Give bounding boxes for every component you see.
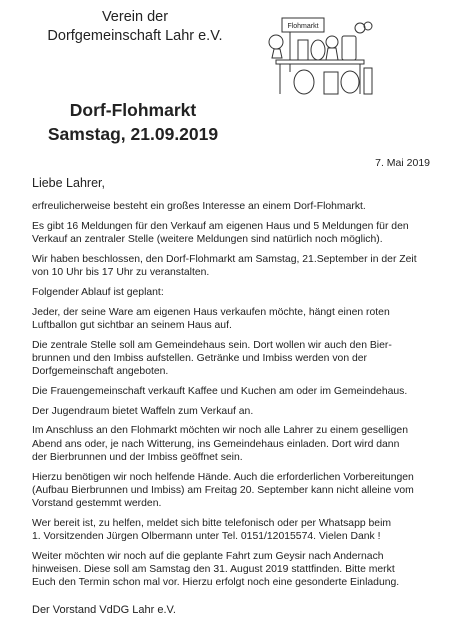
event-title-line2: Samstag, 21.09.2019 — [47, 124, 219, 144]
salutation: Liebe Lahrer, — [32, 176, 105, 190]
organization-header — [30, 8, 240, 46]
org-name-line2: Dorfgemeinschaft Lahr e.V. — [47, 28, 223, 44]
paragraph: Folgender Ablauf ist geplant: — [32, 286, 164, 298]
letter-closing: Der Vorstand VdDG Lahr e.V. — [32, 604, 176, 616]
paragraph: erfreulicherweise besteht ein großes Interesse an einem Dorf-Flohmarkt. — [32, 201, 366, 212]
paragraph: Wir haben beschlossen, den Dorf-Flohmarkt am Samstag, 21.September in der Zeit von 10 Uhr bis 17 Uhr zu veranstalten. — [32, 253, 417, 278]
letter-body — [32, 200, 442, 596]
event-title — [18, 98, 248, 146]
flea-market-illustration — [268, 12, 378, 98]
paragraph: Die Frauengemeinschaft verkauft Kaffee und Kuchen am oder im Gemeindehaus. — [32, 385, 408, 397]
paragraph: Die zentrale Stelle soll am Gemeindehaus sein. Dort wollen wir auch den Bier- brunnen und den Imbiss aufstellen. Getränke und Imbiss werden von der Dorfgemeinschaft angeboten. — [32, 339, 392, 377]
paragraph: Weiter möchten wir noch auf die geplante Fahrt zum Geysir nach Andernach hinweisen. Diese soll am Samstag den 31. August 2019 stattfinden. Bitte merkt Euch den Termin schon mal vor. Hierzu erfolgt noch eine gesonderte Einladung. — [32, 550, 400, 589]
org-name-line1: Verein der — [101, 9, 169, 25]
event-title-line1: Dorf-Flohmarkt — [69, 100, 197, 120]
paragraph: Hierzu benötigen wir noch helfende Hände. Auch die erforderlichen Vorbereitungen (Aufbau Bierbrunnen und Imbiss) am Freitag 20. September kann nicht alleine vom Vorstand gestemmt werden. — [32, 471, 414, 509]
paragraph: Im Anschluss an den Flohmarkt möchten wir noch alle Lahrer zu einem geselligen Abend ans oder, je nach Witterung, ins Gemeindehaus einladen. Dort wird dann der Bierbrunnen und der Imbiss geöffnet sein. — [32, 425, 408, 463]
flohmarkt-sign-text: Flohmarkt — [287, 23, 319, 30]
paragraph: Der Jugendraum bietet Waffeln zum Verkauf an. — [32, 405, 254, 417]
letter-date: 7. Mai 2019 — [375, 157, 430, 169]
paragraph: Wer bereit ist, zu helfen, meldet sich bitte telefonisch oder per Whatsapp beim 1. Vorsitzenden Jürgen Olbermann unter Tel. 0151/12015574. Vielen Dank ! — [32, 517, 392, 542]
paragraph: Es gibt 16 Meldungen für den Verkauf am eigenen Haus und 5 Meldungen für den Verkauf an zentraler Stelle (weitere Meldungen sind natürlich noch möglich). — [32, 220, 409, 245]
paragraph: Jeder, der seine Ware am eigenen Haus verkaufen möchte, hängt einen roten Luftballon gut sichtbar an seinem Haus auf. — [32, 306, 390, 331]
